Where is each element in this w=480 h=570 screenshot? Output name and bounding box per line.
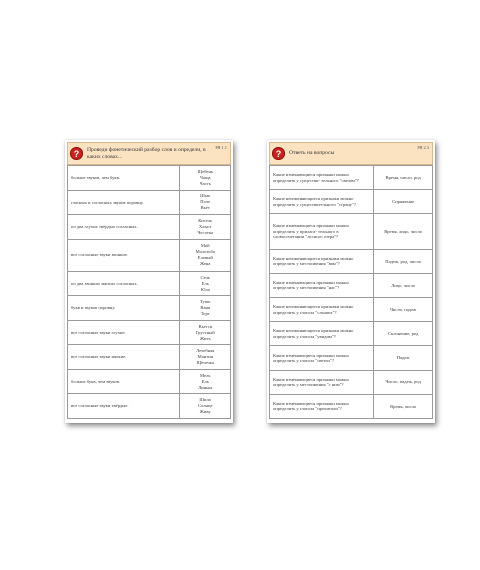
question-cell: Какие изменяющиеся признаки можно определить у глагола "прочитали"?: [270, 394, 374, 418]
word: Торт: [200, 311, 210, 317]
answer-cell: Падеж, род, число: [374, 249, 433, 273]
word: Молотьба: [195, 249, 215, 255]
question-cell: Какие неизменяющиеся признаки можно определить у существительного "страну"?: [270, 190, 374, 214]
word: Часть: [199, 180, 211, 186]
word: Шило: [199, 397, 212, 403]
answer-cell: Время, число, род: [374, 166, 433, 190]
table-row: [68, 190, 231, 215]
card-header: [269, 142, 433, 165]
card-code: РЯ 1.1: [215, 145, 227, 150]
word: Чаща: [199, 174, 211, 180]
word: Жена: [200, 261, 211, 267]
table-row: [270, 346, 433, 370]
answer-cell: Время, лицо, число: [374, 214, 433, 249]
words-cell: [180, 345, 231, 370]
word: Шью: [200, 193, 211, 199]
card-title: Ответь на вопросы: [289, 150, 335, 157]
answer-cell: Число, падеж, род: [374, 370, 433, 394]
words-cell: [180, 190, 231, 215]
clue-cell: больше звуков, чем букв.: [68, 166, 180, 191]
table-row: [68, 296, 231, 321]
table-row: [68, 215, 231, 240]
word: Лечебная: [196, 348, 215, 354]
card-answer-questions: [267, 140, 435, 423]
answer-cell: Склонение, род: [374, 322, 433, 346]
question-cell: Какие изменяющиеся признаки можно определить у местоимения "нас"?: [270, 273, 374, 297]
table-row: [270, 166, 433, 190]
word: Чесотка: [197, 229, 214, 235]
word: Вьёт: [200, 205, 210, 211]
word: Грустный: [195, 329, 215, 335]
word: Вьется: [198, 323, 212, 329]
table-row: [68, 166, 231, 191]
clue-cell: больше букв, чем звуков.: [68, 369, 180, 394]
table-row: [270, 298, 433, 322]
word: Тушь: [199, 299, 211, 305]
answer-cell: Падеж: [374, 346, 433, 370]
table-row: [68, 271, 231, 296]
words-cell: [180, 320, 231, 345]
clue-cell: букв и звуков поровну.: [68, 296, 180, 321]
words-cell: [180, 166, 231, 191]
question-cell: Какие изменяющиеся признаки можно определить у прилага- тельного в словосочетании "лесного озера"?: [270, 214, 374, 249]
table-row: [68, 394, 231, 419]
word: Мой: [200, 243, 210, 249]
words-cell: [180, 239, 231, 271]
word: Юла: [200, 286, 210, 292]
clue-cell: все согласные звуки глухие.: [68, 320, 180, 345]
words-cell: [180, 369, 231, 394]
question-table: [269, 165, 433, 419]
question-icon: ?: [70, 147, 83, 160]
clue-cell: гласных и согласных звуков поровну.: [68, 190, 180, 215]
words-cell: [180, 394, 231, 419]
word: Щебень: [197, 168, 213, 174]
question-cell: Какие изменяющиеся признаки можно определить у существи- тельного "свечам"?: [270, 166, 374, 190]
word: Линька: [198, 384, 213, 390]
word: Сель: [200, 274, 210, 280]
card-phonetic-analysis: [65, 140, 233, 423]
word: Еловый: [197, 255, 213, 261]
word: Щёчечка: [196, 360, 214, 366]
table-row: [270, 249, 433, 273]
table-row: [270, 214, 433, 249]
clue-cell: все согласные звуки мягкие.: [68, 345, 180, 370]
question-cell: Какие изменяющиеся признаки можно определить у глагола "светил"?: [270, 346, 374, 370]
word: Мантия: [197, 354, 213, 360]
card-header: [67, 142, 231, 165]
answer-cell: Число, падеж: [374, 298, 433, 322]
table-row: [270, 394, 433, 418]
word: Жить: [199, 335, 211, 341]
word: Солнце: [197, 403, 213, 409]
word: Ваня: [200, 305, 211, 311]
table-row: [68, 320, 231, 345]
table-row: [68, 345, 231, 370]
word: Кисель: [198, 217, 213, 223]
word: Мель: [200, 372, 211, 378]
question-icon: ?: [272, 147, 285, 160]
question-cell: Какие неизменяющиеся признаки можно определить у глагола "слышит"?: [270, 298, 374, 322]
words-cell: [180, 271, 231, 296]
table-row: [270, 370, 433, 394]
word: Живу: [199, 409, 211, 415]
answer-cell: Время, число: [374, 394, 433, 418]
table-row: [68, 369, 231, 394]
words-cell: [180, 296, 231, 321]
clue-table: [67, 165, 231, 419]
word: Ель: [201, 378, 209, 384]
word: Хлыст: [198, 223, 212, 229]
clue-cell: по два звонких мягких согласных.: [68, 271, 180, 296]
question-cell: Какие неизменяющиеся признаки можно определить у глагола "увидим"?: [270, 322, 374, 346]
clue-cell: по два глухих твёрдых согласных.: [68, 215, 180, 240]
clue-cell: все согласные звуки твёрдые.: [68, 394, 180, 419]
card-title: Проведи фонетический разбор слов и определи, в каких словах...: [87, 147, 206, 160]
clue-cell: все согласные звуки звонкие.: [68, 239, 180, 271]
question-cell: Какие изменяющиеся признаки можно определить у местоимения "с ним"?: [270, 370, 374, 394]
table-row: [270, 322, 433, 346]
question-cell: Какие неизменяющиеся признаки можно определить у местоимения "вам"?: [270, 249, 374, 273]
answer-cell: Спряжение: [374, 190, 433, 214]
table-row: [270, 273, 433, 297]
answer-cell: Лицо, число: [374, 273, 433, 297]
table-row: [270, 190, 433, 214]
card-code: РЯ 2.3: [417, 145, 429, 150]
word: Поле: [200, 199, 211, 205]
words-cell: [180, 215, 231, 240]
table-row: [68, 239, 231, 271]
word: Ель: [201, 280, 209, 286]
